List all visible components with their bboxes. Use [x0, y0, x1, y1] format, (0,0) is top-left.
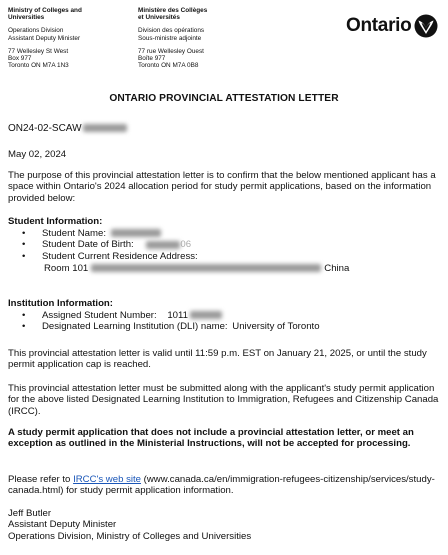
redacted-dob: [146, 241, 180, 249]
ministry-name-fr-line1: Ministère des Collèges: [138, 7, 208, 14]
assigned-number-item: [22, 310, 432, 321]
ministry-name-fr-line2: et Universités: [138, 14, 180, 22]
redacted-student-number: [190, 311, 222, 319]
reference-number: ON24-02-SCAW: [8, 123, 82, 134]
student-dob-item: [22, 239, 432, 250]
refer-prefix: Please refer to: [8, 474, 74, 485]
student-name-label: Student Name:: [42, 228, 106, 239]
letter-title: ONTARIO PROVINCIAL ATTESTATION LETTER: [109, 93, 339, 104]
ontario-logo: [346, 14, 438, 38]
dli-label: Designated Learning Institution (DLI) name:: [42, 321, 228, 333]
signatory-division: Operations Division, Ministry of Colleges and Universities: [8, 530, 252, 542]
address-fr-line1: 77 rue Wellesley Ouest: [138, 47, 204, 55]
ministry-name-en-line1: Ministry of Colleges and: [8, 7, 82, 14]
assigned-number-label: Assigned Student Number:: [42, 310, 157, 321]
student-info-heading: Student Information:: [8, 216, 103, 227]
dli-value: University of Toronto: [232, 321, 320, 333]
refer-paragraph: [8, 474, 440, 497]
redacted-student-name: [111, 229, 161, 237]
refer-suffix: (www.canada.ca/en/immigration-refugees-citizenship/services/study-canada.html) for study permit application information.: [8, 474, 435, 497]
redacted-reference: [83, 124, 127, 132]
validity-paragraph: This provincial attestation letter is valid until 11:59 p.m. EST on January 21, 2025, or until the study permit application cap is reached.: [8, 348, 427, 371]
logo-wordmark: Ontario: [346, 15, 412, 36]
division-en: Operations Division: [8, 27, 64, 35]
student-dob-label: Student Date of Birth:: [42, 239, 134, 251]
address-en-line2: Box 977: [8, 55, 32, 63]
address-en-line1: 77 Wellesley St West: [8, 47, 69, 55]
institution-info-list: [22, 310, 432, 333]
address-room: Room 101: [44, 263, 89, 274]
student-address-item: [22, 251, 432, 262]
ontario-trillium-icon: [414, 14, 438, 38]
letter-date: May 02, 2024: [8, 149, 67, 160]
submission-paragraph: This provincial attestation letter must be submitted along with the applicant's study permit application for the above listed Designated Learning Institution to Immigration, Refugees and Citizenship Canada (IRCC).: [8, 383, 439, 417]
address-fr-line3: Toronto ON M7A 0B8: [138, 62, 199, 70]
redacted-address: [91, 264, 321, 272]
letterhead-english: [8, 7, 128, 69]
signature-block: [8, 508, 440, 542]
warning-paragraph: A study permit application that does not include a provincial attestation letter, or meet an exception as outlined in the Ministerial Instructions, will not be accepted for processing.: [8, 427, 414, 450]
student-name-item: [22, 228, 432, 239]
intro-paragraph: The purpose of this provincial attestation letter is to confirm that the below mentioned applicant has a space within Ontario's 2024 allocation period for study permit applications, based on the information provided below:: [8, 170, 436, 204]
student-address-label: Student Current Residence Address:: [42, 250, 198, 262]
ircc-website-link[interactable]: IRCC's web site: [73, 474, 142, 485]
assigned-number-partial: 1011: [167, 310, 188, 321]
address-fr-line2: Boîte 977: [138, 55, 166, 63]
institution-info-heading: Institution Information:: [8, 298, 113, 309]
address-en-line3: Toronto ON M7A 1N3: [8, 62, 69, 70]
ministry-name-en-line2: Universities: [8, 14, 45, 22]
address-country: China: [324, 263, 350, 274]
division-fr: Division des opérations: [138, 27, 205, 35]
role-fr: Sous-ministre adjointe: [138, 34, 202, 42]
signatory-title: Assistant Deputy Minister: [8, 519, 117, 531]
dli-item: [22, 321, 432, 332]
letterhead-french: [138, 7, 258, 69]
reference-line: [8, 123, 440, 134]
student-address-value: [44, 263, 424, 274]
role-en: Assistant Deputy Minister: [8, 34, 81, 42]
student-info-list: [22, 228, 432, 262]
signatory-name: Jeff Butler: [8, 508, 52, 519]
student-dob-partial: 06: [180, 239, 192, 251]
